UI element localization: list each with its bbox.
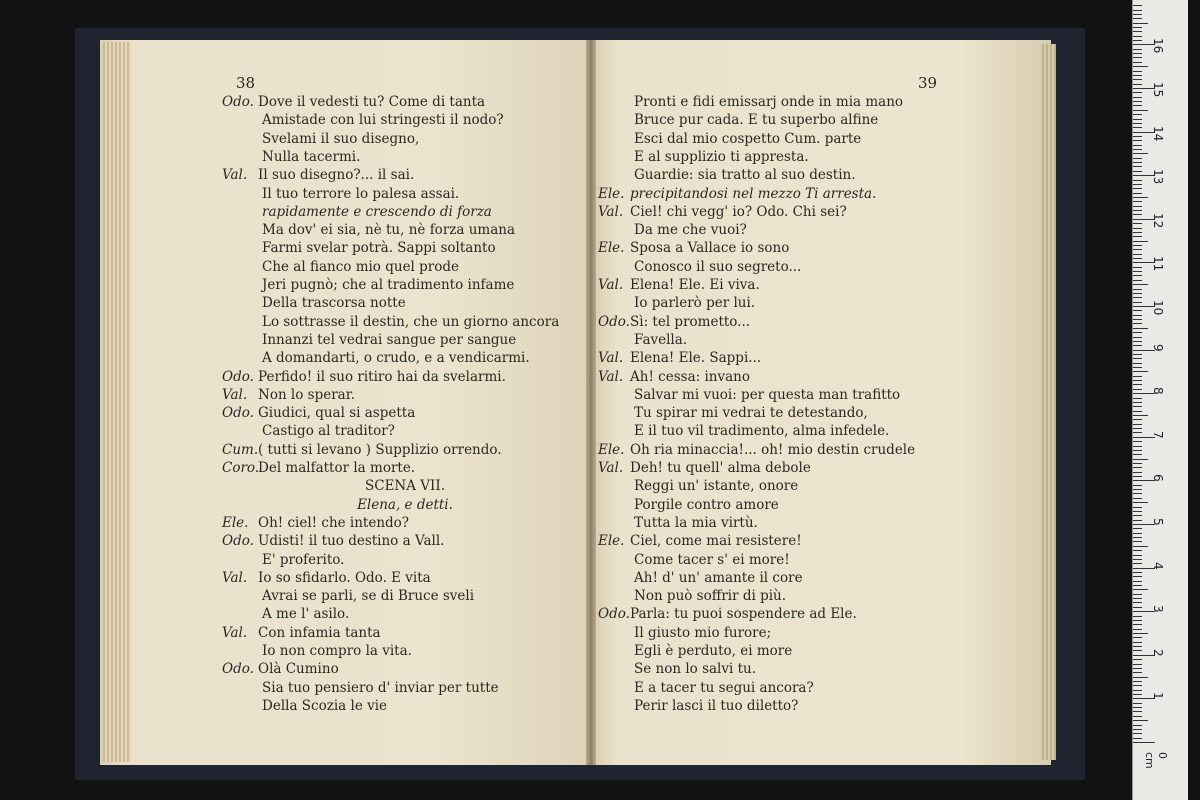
ruler-tick	[1133, 642, 1142, 643]
text-line: Del malfattor la morte.	[258, 460, 416, 476]
speaker-label: Val.	[598, 368, 624, 385]
text-line: Oh! ciel! che intendo?	[258, 514, 410, 531]
text-line: ( tutti si levano ) Supplizio orrendo.	[258, 441, 502, 458]
text-line: Sposa a Vallace io sono	[630, 240, 790, 257]
text-line: Io non compro la vita.	[262, 643, 412, 659]
ruler-number: 5	[1151, 518, 1165, 526]
ruler-tick	[1133, 742, 1155, 743]
ruler-tick	[1133, 140, 1142, 141]
text-line: Amistade con lui stringesti il nodo?	[262, 112, 504, 129]
ruler-tick	[1133, 467, 1142, 468]
ruler-number: 6	[1151, 474, 1165, 483]
ruler-tick	[1133, 289, 1142, 290]
ruler-number: 15	[1151, 82, 1165, 98]
ruler-tick	[1133, 620, 1142, 621]
text-line: Ah! cessa: invano	[630, 368, 750, 385]
ruler-number: 8	[1151, 387, 1165, 395]
ruler-tick	[1133, 729, 1142, 730]
ruler-tick	[1133, 476, 1142, 477]
ruler-tick	[1133, 197, 1148, 198]
speaker-label: Odo.	[598, 606, 630, 623]
ruler-tick	[1133, 725, 1142, 726]
ruler-tick	[1133, 101, 1142, 102]
ruler-tick	[1133, 677, 1148, 678]
ruler-tick	[1133, 332, 1142, 333]
ruler-tick	[1133, 594, 1142, 595]
speaker-label: Val.	[598, 203, 624, 220]
ruler-tick	[1133, 733, 1142, 734]
ruler-tick	[1133, 672, 1142, 673]
ruler-tick	[1133, 380, 1142, 381]
ruler-tick	[1133, 284, 1148, 285]
ruler-tick	[1133, 66, 1148, 67]
ruler-tick	[1133, 637, 1142, 638]
ruler-tick	[1133, 40, 1142, 41]
text-line: Conosco il suo segreto...	[634, 258, 802, 275]
ruler-tick	[1133, 84, 1142, 85]
text-line: Della trascorsa notte	[262, 295, 406, 312]
text-line: Guardie: sia tratto al suo destin.	[634, 167, 856, 184]
speaker-label: Ele.	[598, 240, 625, 257]
ruler-tick	[1133, 49, 1142, 50]
ruler-tick	[1133, 57, 1142, 58]
ruler-tick	[1133, 389, 1142, 390]
ruler-tick	[1133, 105, 1142, 106]
ruler-tick	[1133, 123, 1142, 124]
ruler-tick	[1133, 23, 1148, 24]
speaker-label: Ele.	[598, 533, 625, 550]
ruler-tick	[1133, 114, 1142, 115]
ruler-tick	[1133, 550, 1142, 551]
ruler-number: 13	[1151, 169, 1165, 185]
text-line: Olà Cumino	[258, 661, 339, 678]
ruler-tick	[1133, 685, 1142, 686]
text-line: Elena! Ele. Ei viva.	[630, 277, 760, 293]
ruler-tick	[1133, 232, 1142, 233]
ruler-tick	[1133, 371, 1148, 372]
speaker-label: Val.	[222, 167, 248, 184]
ruler-number: 7	[1151, 430, 1165, 439]
ruler-tick	[1133, 602, 1142, 603]
ruler-tick	[1133, 507, 1142, 508]
ruler-tick	[1133, 158, 1142, 159]
ruler-number: 14	[1151, 125, 1165, 141]
ruler-tick	[1133, 206, 1142, 207]
ruler-tick	[1133, 162, 1142, 163]
text-line: Io so sfidarlo. Odo. E vita	[258, 569, 431, 586]
ruler-tick	[1133, 315, 1142, 316]
ruler-tick	[1133, 572, 1142, 573]
ruler-tick	[1133, 716, 1142, 717]
text-line: Ciel, come mai resistere!	[630, 533, 802, 550]
ruler-tick	[1133, 10, 1142, 11]
ruler-tick	[1133, 302, 1142, 303]
ruler-tick	[1133, 563, 1142, 564]
ruler-number: 12	[1151, 212, 1165, 229]
left-page-number: 38	[236, 74, 256, 92]
ruler-tick	[1133, 450, 1142, 451]
ruler-tick	[1133, 214, 1142, 215]
ruler-number: 4	[1151, 561, 1165, 570]
ruler-tick	[1133, 650, 1142, 651]
ruler-tick	[1133, 341, 1142, 342]
text-line: Bruce pur cada. E tu superbo alfine	[634, 112, 879, 129]
ruler-tick	[1133, 419, 1142, 420]
ruler-tick	[1133, 533, 1142, 534]
ruler-tick	[1133, 184, 1142, 185]
ruler-tick	[1133, 241, 1148, 242]
ruler-tick	[1133, 223, 1142, 224]
ruler-tick	[1133, 119, 1142, 120]
text-line: Jeri pugnò; che al tradimento infame	[262, 277, 515, 293]
ruler-tick	[1133, 493, 1142, 494]
text-line: Non può soffrir di più.	[634, 588, 787, 605]
ruler-tick	[1133, 337, 1142, 338]
speaker-label: Val.	[598, 350, 624, 367]
ruler-tick	[1133, 459, 1148, 460]
speaker-label: Odo.	[222, 94, 254, 110]
ruler-tick	[1133, 188, 1142, 189]
text-line: E al supplizio ti appresta.	[634, 148, 809, 165]
ruler-number: 9	[1151, 343, 1165, 352]
text-line: Io parlerò per lui.	[634, 295, 756, 312]
ruler-tick	[1133, 537, 1142, 538]
ruler-tick	[1133, 411, 1142, 412]
ruler-tick	[1133, 171, 1142, 172]
speaker-label: Val.	[222, 569, 248, 586]
ruler-tick	[1133, 228, 1142, 229]
text-line: Se non lo salvi tu.	[634, 661, 757, 678]
text-line: Il tuo terrore lo palesa assai.	[262, 185, 460, 202]
ruler-tick	[1133, 358, 1142, 359]
ruler-tick	[1133, 703, 1142, 704]
text-line: Non lo sperar.	[258, 386, 355, 403]
ruler-number: 10	[1151, 300, 1165, 316]
ruler-tick	[1133, 502, 1148, 503]
text-line: Elena! Ele. Sappi...	[630, 350, 762, 367]
ruler-tick	[1133, 441, 1142, 442]
text-line: Egli è perduto, ei more	[634, 643, 793, 659]
ruler-tick	[1133, 145, 1142, 146]
ruler-tick	[1133, 498, 1142, 499]
ruler-unit-label: 0 cm	[1143, 752, 1169, 769]
ruler-tick	[1133, 681, 1142, 682]
ruler-tick	[1133, 406, 1142, 407]
ruler-tick	[1133, 720, 1148, 721]
text-line: Come tacer s' ei more!	[634, 551, 790, 568]
ruler-tick	[1133, 546, 1148, 547]
text-line: Perfido! il suo ritiro hai da svelarmi.	[258, 368, 506, 385]
text-line: Salvar mi vuoi: per questa man trafitto	[634, 386, 901, 403]
speaker-label: Val.	[598, 460, 624, 476]
ruler-tick	[1133, 36, 1142, 37]
ruler-tick	[1133, 110, 1148, 111]
ruler-tick	[1133, 149, 1142, 150]
text-line: Parla: tu puoi sospendere ad Ele.	[630, 606, 857, 623]
ruler-tick	[1133, 511, 1142, 512]
ruler-tick	[1133, 485, 1142, 486]
ruler-number: 1	[1151, 692, 1165, 701]
ruler-tick	[1133, 249, 1142, 250]
ruler-tick	[1133, 5, 1142, 6]
ruler-tick	[1133, 75, 1142, 76]
ruler-tick	[1133, 384, 1142, 385]
text-line: Ciel! chi vegg' io? Odo. Chi sei?	[630, 203, 847, 220]
text-line: E il tuo vil tradimento, alma infedele.	[634, 423, 890, 440]
ruler-tick	[1133, 376, 1142, 377]
ruler-tick	[1133, 424, 1142, 425]
ruler-tick	[1133, 310, 1142, 311]
text-line: Elena, e detti.	[357, 496, 453, 513]
text-line: E a tacer tu segui ancora?	[634, 679, 814, 696]
text-line: Perir lasci il tuo diletto?	[634, 697, 799, 714]
right-page-number: 39	[918, 74, 938, 92]
ruler-tick	[1133, 363, 1142, 364]
ruler-tick	[1133, 79, 1142, 80]
ruler-number: 3	[1151, 605, 1165, 613]
right-page-edges	[1040, 44, 1056, 760]
ruler-tick	[1133, 489, 1142, 490]
speaker-label: Odo.	[222, 661, 254, 678]
ruler-tick	[1133, 354, 1142, 355]
speaker-label: Val.	[222, 386, 248, 403]
speaker-label: Ele.	[598, 185, 625, 202]
text-line: Il suo disegno?... il sai.	[258, 167, 415, 184]
ruler-tick	[1133, 555, 1142, 556]
ruler-tick	[1133, 576, 1142, 577]
ruler-tick	[1133, 559, 1142, 560]
ruler-tick	[1133, 528, 1142, 529]
ruler-tick	[1133, 629, 1142, 630]
ruler-tick	[1133, 328, 1148, 329]
speaker-label: Val.	[222, 624, 248, 641]
ruler-tick	[1133, 707, 1142, 708]
ruler-tick	[1133, 398, 1142, 399]
text-line: Il giusto mio furore;	[634, 624, 772, 641]
text-line: E' proferito.	[262, 551, 345, 568]
ruler-tick	[1133, 581, 1142, 582]
ruler-tick	[1133, 258, 1142, 259]
ruler-tick	[1133, 668, 1142, 669]
ruler-tick	[1133, 646, 1142, 647]
text-line: Da me che vuoi?	[634, 222, 747, 239]
text-line: Dove il vedesti tu? Come di tanta	[258, 94, 486, 110]
speaker-label: Odo.	[222, 533, 254, 550]
ruler-tick	[1133, 201, 1142, 202]
speaker-label: Odo.	[222, 368, 254, 385]
text-line: A domandarti, o crudo, e a vendicarmi.	[262, 350, 530, 367]
text-line: Porgile contro amore	[634, 496, 779, 513]
ruler-tick	[1133, 515, 1142, 516]
ruler-tick	[1133, 53, 1142, 54]
ruler-tick	[1133, 463, 1142, 464]
text-line: Oh ria minaccia!... oh! mio destin crudele	[630, 441, 916, 458]
ruler-tick	[1133, 136, 1142, 137]
text-line: SCENA VII.	[365, 478, 445, 495]
text-line: Della Scozia le vie	[262, 697, 388, 714]
ruler-tick	[1133, 62, 1142, 63]
measurement-ruler	[1132, 0, 1188, 800]
ruler-number: 11	[1151, 256, 1165, 272]
ruler-number: 16	[1151, 38, 1165, 54]
ruler-tick	[1133, 598, 1142, 599]
ruler-tick	[1133, 432, 1142, 433]
ruler-tick	[1133, 254, 1142, 255]
text-line: Innanzi tel vedrai sangue per sangue	[262, 331, 517, 348]
speaker-label: Odo.	[598, 313, 630, 330]
text-line: Tu spirar mi vedrai te detestando,	[634, 405, 868, 422]
text-line: precipitandosi nel mezzo Ti arresta.	[630, 185, 877, 202]
book-gutter	[586, 40, 596, 765]
text-line: Tutta la mia virtù.	[634, 514, 758, 531]
text-line: Deh! tu quell' alma debole	[630, 460, 811, 476]
ruler-tick	[1133, 446, 1142, 447]
ruler-tick	[1133, 297, 1142, 298]
ruler-tick	[1133, 415, 1148, 416]
text-line: Esci dal mio cospetto Cum. parte	[634, 130, 862, 147]
ruler-tick	[1133, 180, 1142, 181]
text-line: Avrai se parli, se di Bruce sveli	[262, 588, 475, 605]
ruler-number: 2	[1151, 648, 1165, 657]
ruler-tick	[1133, 97, 1142, 98]
ruler-tick	[1133, 659, 1142, 660]
text-line: Sì: tel prometto...	[630, 313, 751, 330]
ruler-tick	[1133, 193, 1142, 194]
text-line: A me l' asilo.	[262, 606, 350, 623]
text-line: Giudici, qual si aspetta	[258, 405, 416, 422]
text-line: Con infamia tanta	[258, 624, 381, 641]
ruler-tick	[1133, 589, 1148, 590]
ruler-tick	[1133, 367, 1142, 368]
ruler-tick	[1133, 454, 1142, 455]
text-line: Che al fianco mio quel prode	[262, 258, 460, 275]
ruler-tick	[1133, 293, 1142, 294]
ruler-tick	[1133, 127, 1142, 128]
text-line: Reggi un' istante, onore	[634, 478, 799, 495]
ruler-tick	[1133, 694, 1142, 695]
speaker-label: Odo.	[222, 405, 254, 422]
ruler-tick	[1133, 319, 1142, 320]
ruler-tick	[1133, 166, 1142, 167]
left-page-edges	[103, 42, 131, 762]
ruler-tick	[1133, 210, 1142, 211]
ruler-tick	[1133, 31, 1142, 32]
text-line: Ma dov' ei sia, nè tu, nè forza umana	[262, 222, 516, 239]
speaker-label: Cum.	[222, 441, 259, 458]
ruler-tick	[1133, 585, 1142, 586]
ruler-tick	[1133, 27, 1142, 28]
text-line: Nulla tacermi.	[262, 148, 361, 165]
text-line: rapidamente e crescendo di forza	[262, 203, 492, 220]
text-line: Sia tuo pensiero d' inviar per tutte	[262, 679, 499, 696]
ruler-tick	[1133, 472, 1142, 473]
speaker-label: Val.	[598, 277, 624, 293]
speaker-label: Ele.	[222, 514, 249, 531]
ruler-tick	[1133, 664, 1142, 665]
ruler-tick	[1133, 520, 1142, 521]
text-line: Svelami il suo disegno,	[262, 130, 420, 147]
ruler-tick	[1133, 633, 1148, 634]
ruler-tick	[1133, 245, 1142, 246]
ruler-tick	[1133, 14, 1142, 15]
ruler-tick	[1133, 236, 1142, 237]
ruler-tick	[1133, 616, 1142, 617]
ruler-tick	[1133, 271, 1142, 272]
text-line: Pronti e fidi emissarj onde in mia mano	[634, 94, 904, 110]
text-line: Favella.	[634, 331, 688, 348]
ruler-tick	[1133, 18, 1142, 19]
ruler-tick	[1133, 738, 1142, 739]
ruler-tick	[1133, 541, 1142, 542]
ruler-tick	[1133, 607, 1142, 608]
speaker-label: Coro.	[222, 460, 260, 476]
ruler-tick	[1133, 280, 1142, 281]
ruler-tick	[1133, 92, 1142, 93]
text-line: Castigo al traditor?	[262, 423, 395, 440]
ruler-tick	[1133, 711, 1142, 712]
text-line: Farmi svelar potrà. Sappi soltanto	[262, 240, 496, 257]
ruler-tick	[1133, 402, 1142, 403]
ruler-tick	[1133, 624, 1142, 625]
ruler-tick	[1133, 323, 1142, 324]
ruler-tick	[1133, 428, 1142, 429]
ruler-tick	[1133, 267, 1142, 268]
speaker-label: Ele.	[598, 441, 625, 458]
text-line: Ah! d' un' amante il core	[634, 569, 803, 586]
ruler-tick	[1133, 275, 1142, 276]
ruler-tick	[1133, 690, 1142, 691]
text-line: Lo sottrasse il destin, che un giorno ancora	[262, 313, 560, 330]
ruler-tick	[1133, 71, 1142, 72]
text-line: Udisti! il tuo destino a Vall.	[258, 533, 445, 550]
ruler-tick	[1133, 153, 1148, 154]
ruler-tick	[1133, 345, 1142, 346]
